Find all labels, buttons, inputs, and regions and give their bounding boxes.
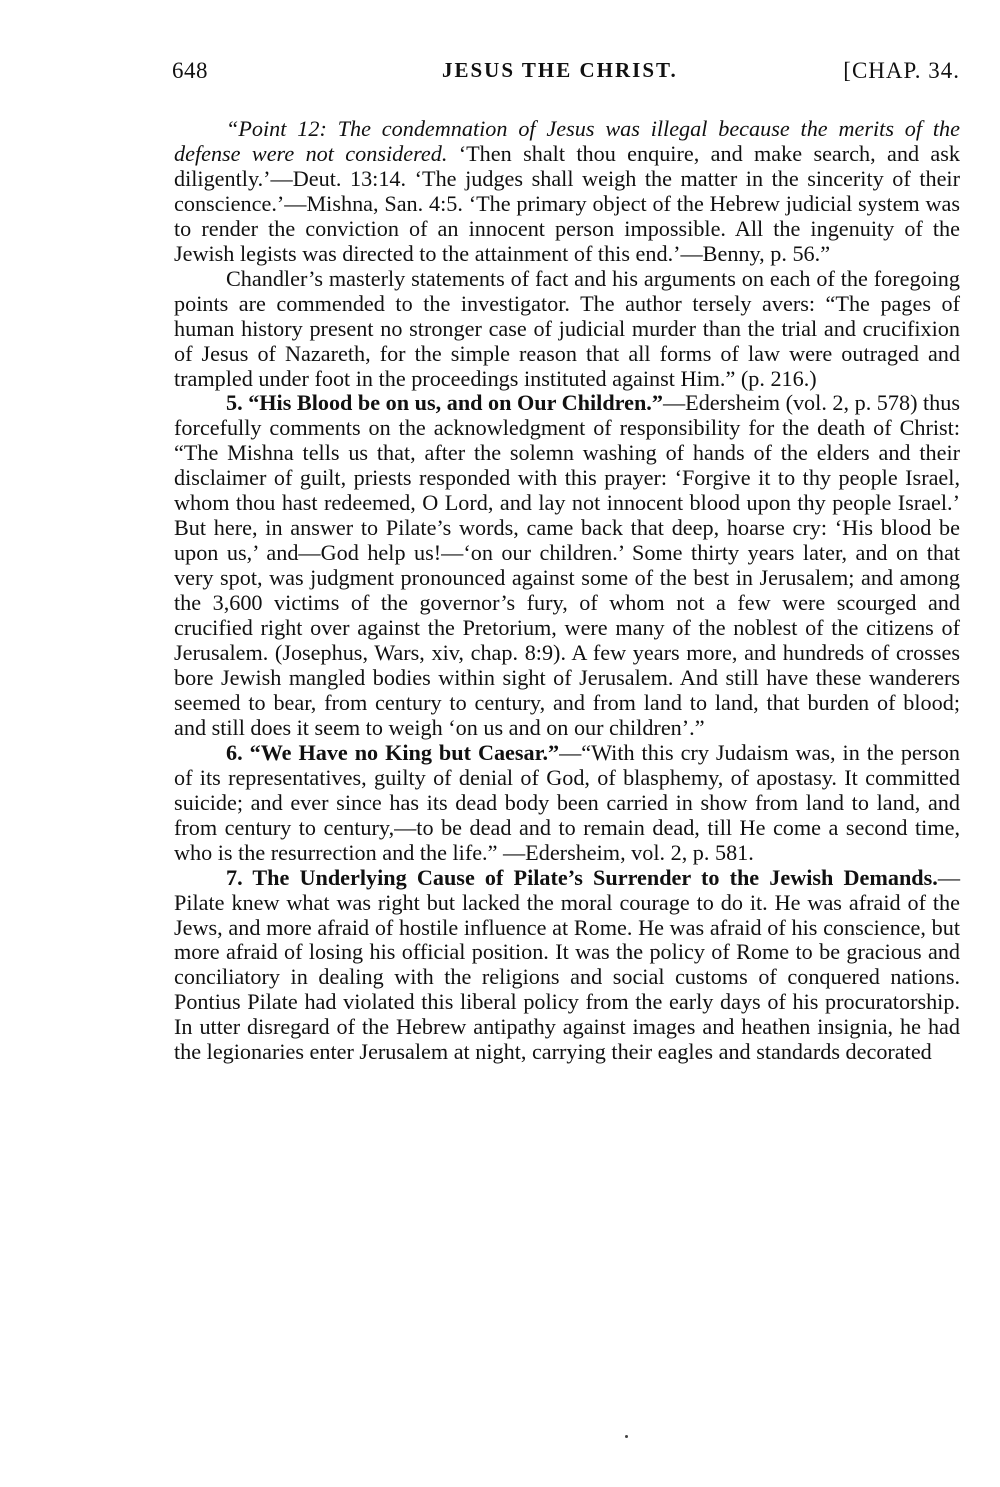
- section-5-heading: 5. “His Blood be on us, and on Our Children.”: [226, 390, 663, 416]
- section-6-text: —“With this cry Judaism was, in the person of its representatives, guilty of denial of God, of blasphemy, of apostasy. It committed suicide; and ever since has its dead body been carried in show from land to land, and from century to century,—to be dead and to remain dead, till He come a second time, who is the resurrection and the life.” —Edersheim, vol. 2, p. 581.: [174, 739, 960, 865]
- section-7-heading: 7. The Underlying Cause of Pilate’s Surrender to the Jewish Demands.: [226, 864, 938, 890]
- section-6-heading: 6. “We Have no King but Caesar.”: [226, 739, 560, 765]
- chandler-text: Chandler’s masterly statements of fact and his arguments on each of the foregoing points are commended to the investigator. The author tersely avers: “The pages of human history present no stronger case of judicial murder than the trial and crucifixion of Jesus of Nazareth, for the simple reason that all forms of law were outraged and trampled under foot in the proceedings instituted against Him.” (p. 216.): [174, 265, 960, 391]
- running-title: JESUS THE CHRIST.: [442, 58, 678, 82]
- paragraph-section-7: [174, 866, 960, 1066]
- point-12-italic: “Point 12: The condemnation of Jesus was illegal because the merits of the defense were not considered.: [174, 116, 960, 166]
- page-number: 648: [172, 58, 208, 83]
- point-12-text: ‘Then shalt thou enquire, and make search, and ask diligently.’—Deut. 13:14. ‘The judges shall weigh the matter in the sincerity of their conscience.’—Mishna, San. 4:5. ‘The primary object of the Hebrew judicial system was to render the conviction of an innocent person impossible. All the ingenuity of the Jewish legists was directed to the attainment of this end.’—Benny, p. 56.”: [174, 140, 960, 266]
- section-5-text: —Edersheim (vol. 2, p. 578) thus forcefully comments on the acknowledgment of responsibility for the death of Christ: “The Mishna tells us that, after the solemn washing of hands of the elders and their disclaimer of guilt, priests responded with this prayer: ‘Forgive it to thy people Israel, whom thou hast redeemed, O Lord, and lay not innocent blood upon thy people Israel.’ But here, in answer to Pilate’s words, came back that deep, hoarse cry: ‘His blood be upon us,’ and—God help us!—‘on our children.’ Some thirty years later, and on that very spot, was judgment pronounced against some of the best in Jerusalem; and among the 3,600 victims of the governor’s fury, of whom not a few were scourged and crucified right over against the Pretorium, were many of the noblest of the citizens of Jerusalem. (Josephus, Wars, xiv, chap. 8:9). A few years more, and hundreds of crosses bore Jewish mangled bodies within sight of Jerusalem. And still have these wanderers seemed to bear, from century to century, and from land to land, that burden of blood; and still does it seem to weigh ‘on us and on our children’.”: [174, 390, 961, 740]
- paragraph-chandler: [174, 267, 960, 392]
- body-text: [174, 117, 960, 1065]
- section-7-text: —Pilate knew what was right but lacked the moral courage to do it. He was afraid of the Jews, and more afraid of hostile influence at Rome. He was afraid of his conscience, but more afraid of losing his official position. It was the policy of Rome to be gracious and conciliatory in dealing with the religions and social customs of conquered nations. Pontius Pilate had violated this liberal policy from the early days of his procuratorship. In utter disregard of the Hebrew antipathy against images and heathen insignia, he had the legionaries enter Jerusalem at night, carrying their eagles and standards decorated: [174, 864, 960, 1065]
- paragraph-section-6: [174, 741, 960, 866]
- paragraph-section-5: [174, 391, 960, 740]
- paragraph-point-12: [174, 117, 960, 267]
- print-speck: [625, 1435, 628, 1438]
- chapter-label: [CHAP. 34.: [843, 58, 960, 83]
